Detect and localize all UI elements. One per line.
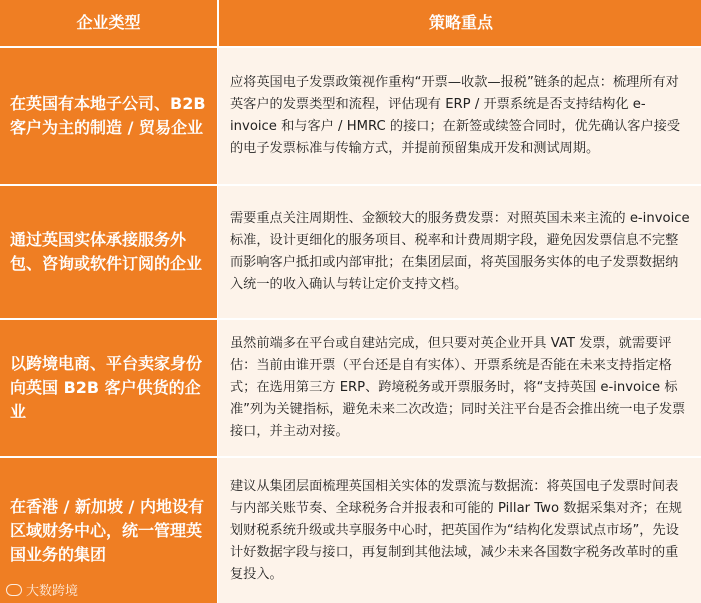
strategy-cell: 应将英国电子发票政策视作重构“开票—收款—报税”链条的起点：梳理所有对英客户的发票类型和流程，评估现有 ERP / 开票系统是否支持结构化 e-invoice 和与客户 / HMRC 的接口；在新签或续签合同时，优先确认客户接受的电子发票标准与传输方式，并提前预留集成开发和测试周期。 (218, 48, 701, 184)
header-enterprise-type: 企业类型 (0, 0, 218, 46)
table-row (0, 320, 701, 456)
table-row (0, 458, 701, 603)
enterprise-type-cell: 在英国有本地子公司、B2B客户为主的制造 / 贸易企业 (0, 48, 218, 184)
strategy-cell: 虽然前端多在平台或自建站完成，但只要对英企业开具 VAT 发票，就需要评估：当前由谁开票（平台还是自有实体）、开票系统是否能在未来支持指定格式；在选用第三方 ERP、跨境税务或开票服务时，将“支持英国 e-invoice 标准”列为关键指标，避免未来二次改造；同时关注平台是否会推出统一电子发票接口，并主动对接。 (218, 320, 701, 456)
table-row (0, 186, 701, 318)
strategy-cell: 需要重点关注周期性、金额较大的服务费发票：对照英国未来主流的 e-invoice 标准，设计更细化的服务项目、税率和计费周期字段，避免因发票信息不完整而影响客户抵扣或内部审批；在集团层面，将英国服务实体的电子发票数据纳入统一的收入确认与转让定价支持文档。 (218, 186, 701, 318)
header-strategy-focus: 策略重点 (218, 0, 701, 46)
watermark-text: 大数跨境 (26, 584, 79, 599)
enterprise-type-cell: 在香港 / 新加坡 / 内地设有区域财务中心，统一管理英国业务的集团 (0, 458, 218, 603)
enterprise-type-cell: 通过英国实体承接服务外包、咨询或软件订阅的企业 (0, 186, 218, 318)
enterprise-type-cell: 以跨境电商、平台卖家身份向英国 B2B 客户供货的企业 (0, 320, 218, 456)
watermark (6, 580, 78, 599)
watermark-logo-icon (6, 584, 22, 596)
table-row (0, 48, 701, 184)
strategy-cell: 建议从集团层面梳理英国相关实体的发票流与数据流：将英国电子发票时间表与内部关账节奏、全球税务合并报表和可能的 Pillar Two 数据采集对齐；在规划财税系统升级或共享服务中心时，把英国作为“结构化发票试点市场”，先设计好数据字段与接口，再复制到其他法域，减少未来各国数字税务改革时的重复投入。 (218, 458, 701, 603)
table-header (0, 0, 701, 46)
